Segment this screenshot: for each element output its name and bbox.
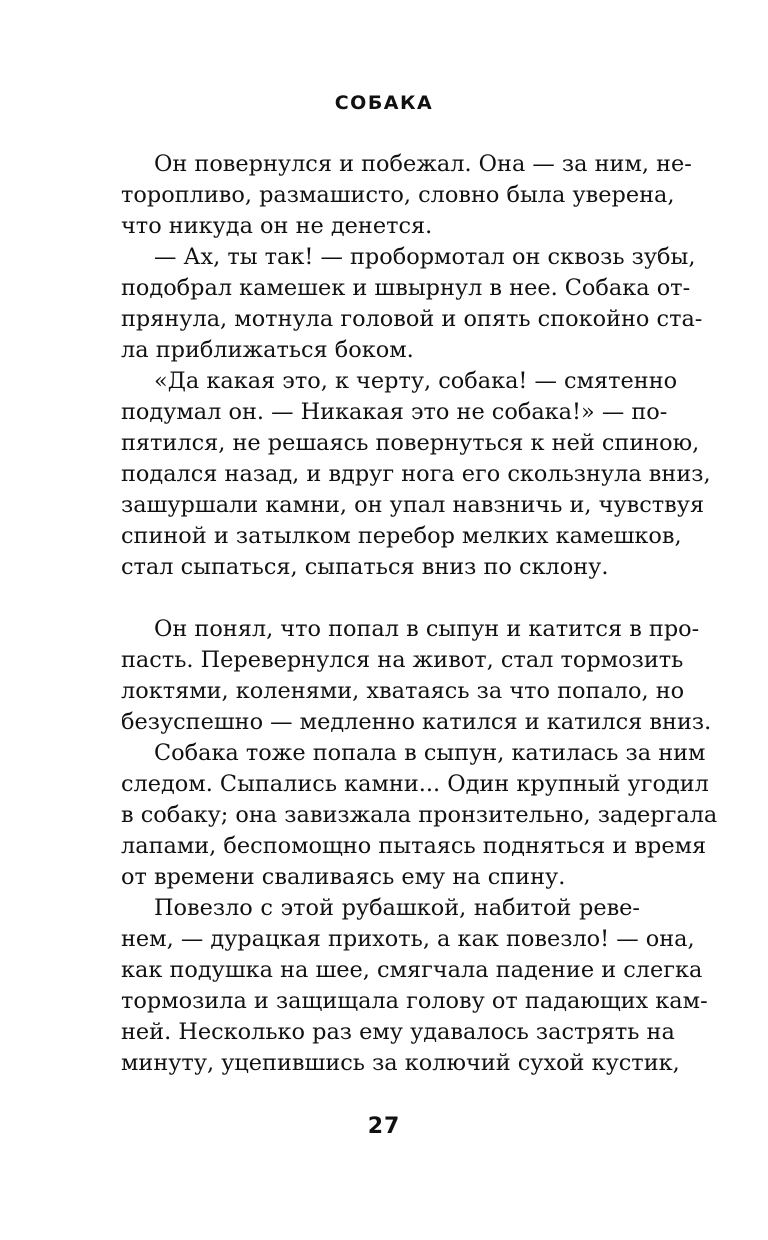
text-line: пятился, не решаясь повернуться к ней спиною,	[121, 430, 700, 456]
text-line: в собаку; она завизжала пронзительно, задергала	[121, 802, 718, 828]
paragraph	[88, 614, 712, 738]
running-head: СОБАКА	[334, 92, 434, 114]
paragraph	[88, 893, 708, 1079]
text-line: следом. Сыпались камни... Один крупный угодил	[121, 771, 709, 797]
paragraph	[88, 366, 711, 583]
paragraph	[88, 242, 703, 366]
text-line: Повезло с этой рубашкой, набитой ревe-	[154, 895, 640, 921]
paragraph	[88, 738, 718, 893]
text-line: локтями, коленями, хватаясь за что попало, но	[121, 678, 685, 704]
text-line: подумал он. — Никакая это не собака!» — по-	[121, 399, 668, 425]
section-break	[88, 583, 640, 614]
text-line: Он понял, что попал в сыпун и катится в про-	[154, 616, 700, 642]
body-text	[88, 149, 718, 1079]
text-line: лапами, беспомощно пытаясь подняться и время	[121, 833, 707, 859]
text-line: от времени сваливаясь ему на спину.	[121, 864, 566, 890]
text-line: спиной и затылком перебор мелких камешков,	[121, 523, 682, 549]
text-line: минуту, уцепившись за колючий сухой кустик,	[121, 1050, 680, 1076]
text-line: подобрал камешек и швырнул в нее. Собака от-	[121, 275, 691, 301]
text-line: как подушка на шее, смягчала падение и слегка	[121, 957, 703, 983]
text-line: что никуда он не денется.	[121, 213, 433, 239]
text-line: нем, — дурацкая прихоть, а как повезло! — она,	[121, 926, 695, 952]
text-line: стал сыпаться, сыпаться вниз по склону.	[121, 554, 609, 580]
text-line: ла приближаться боком.	[121, 337, 414, 363]
text-line: ней. Несколько раз ему удавалось застрять на	[121, 1019, 675, 1045]
text-line: — Ах, ты так! — пробормотал он сквозь зубы,	[154, 244, 696, 270]
text-line: зашуршали камни, он упал навзничь и, чувствуя	[121, 492, 705, 518]
text-line: прянула, мотнула головой и опять спокойно ста-	[121, 306, 703, 332]
paragraph	[88, 149, 692, 242]
text-line: безуспешно — медленно катился и катился вниз.	[121, 709, 712, 735]
text-line: подался назад, и вдруг нога его скользнула вниз,	[121, 461, 711, 487]
page-number: 27	[367, 1114, 401, 1139]
text-line: «Да какая это, к черту, собака! — смятенно	[154, 368, 678, 394]
text-line: Он повернулся и побежал. Она — за ним, не-	[154, 151, 692, 177]
text-line: торопливо, размашисто, словно была уверена,	[121, 182, 675, 208]
text-line: пасть. Перевернулся на живот, стал тормозить	[121, 647, 684, 673]
text-line: тормозила и защищала голову от падающих кам-	[121, 988, 708, 1014]
text-line: Собака тоже попала в сыпун, катилась за ним	[154, 740, 706, 766]
